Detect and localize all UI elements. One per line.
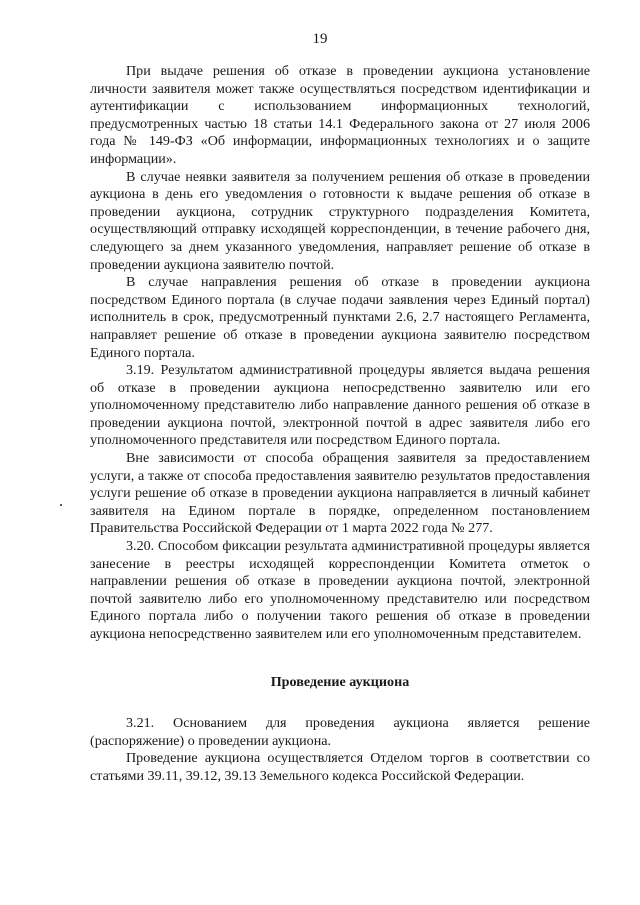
- page-number: 19: [312, 31, 328, 47]
- section-heading: Проведение аукциона: [270, 673, 410, 690]
- paragraph-personal-account: Вне зависимости от способа обращения заявителя за предоставлением услуги, а также от способа предоставления заявителю результатов предоставления услуги решение об отказе в проведении аукциона направляется в личный кабинет заявителя на Едином портале в порядке, определенном постановлением Правительства Российской Федерации от 1 марта 2022 года № 277.: [90, 450, 590, 537]
- paragraph-non-appearance: В случае неявки заявителя за получением решения об отказе в проведении аукциона в день его уведомления о готовности к выдаче решения об отказе в проведении аукциона, сотрудник структурного подразделения Комитета, осуществляющий отправку исходящей корреспонденции, в течение рабочего дня, следующего за днем указанного уведомления, направляет решение об отказе в проведении аукциона заявителю почтой.: [90, 168, 590, 273]
- margin-mark: [60, 504, 62, 506]
- paragraph-3-19: 3.19. Результатом административной процедуры является выдача решения об отказе в проведении аукциона непосредственно заявителю или его уполномоченному представителю либо направление данного решения об отказе в проведении аукциона почтой, электронной почтой в адрес заявителя либо его уполномоченного представителя или посредством Единого портала.: [90, 362, 590, 449]
- page-body: [90, 63, 590, 786]
- paragraph-3-20: 3.20. Способом фиксации результата административной процедуры является занесение в реестры исходящей корреспонденции Комитета отметок о направлении решения об отказе в проведении аукциона почтой, электронной почтой заявителю либо его уполномоченному представителю или посредством Единого портала либо о получении такого решения об отказе в проведении аукциона непосредственно заявителем или его уполномоченным представителем.: [90, 538, 590, 642]
- paragraph-portal-delivery: В случае направления решения об отказе в проведении аукциона посредством Единого портала (в случае подачи заявления через Единый портал) исполнитель в срок, предусмотренный пунктами 2.6, 2.7 настоящего Регламента, направляет решение об отказе в проведении аукциона заявителю посредством Единого портала.: [90, 274, 590, 361]
- paragraph-identification: При выдаче решения об отказе в проведении аукциона установление личности заявителя может также осуществляться посредством идентификации и аутентификации с использованием информационных технологий, предусмотренных частью 18 статьи 14.1 Федерального закона от 27 июля 2006 года № 149-ФЗ «Об информации, информационных технологиях и о защите информации».: [90, 63, 590, 167]
- paragraph-3-21: 3.21. Основанием для проведения аукциона является решение (распоряжение) о проведении аукциона.: [90, 715, 590, 749]
- paragraph-auction-conduct: Проведение аукциона осуществляется Отделом торгов в соответствии со статьями 39.11, 39.12, 39.13 Земельного кодекса Российской Федерации.: [90, 750, 590, 784]
